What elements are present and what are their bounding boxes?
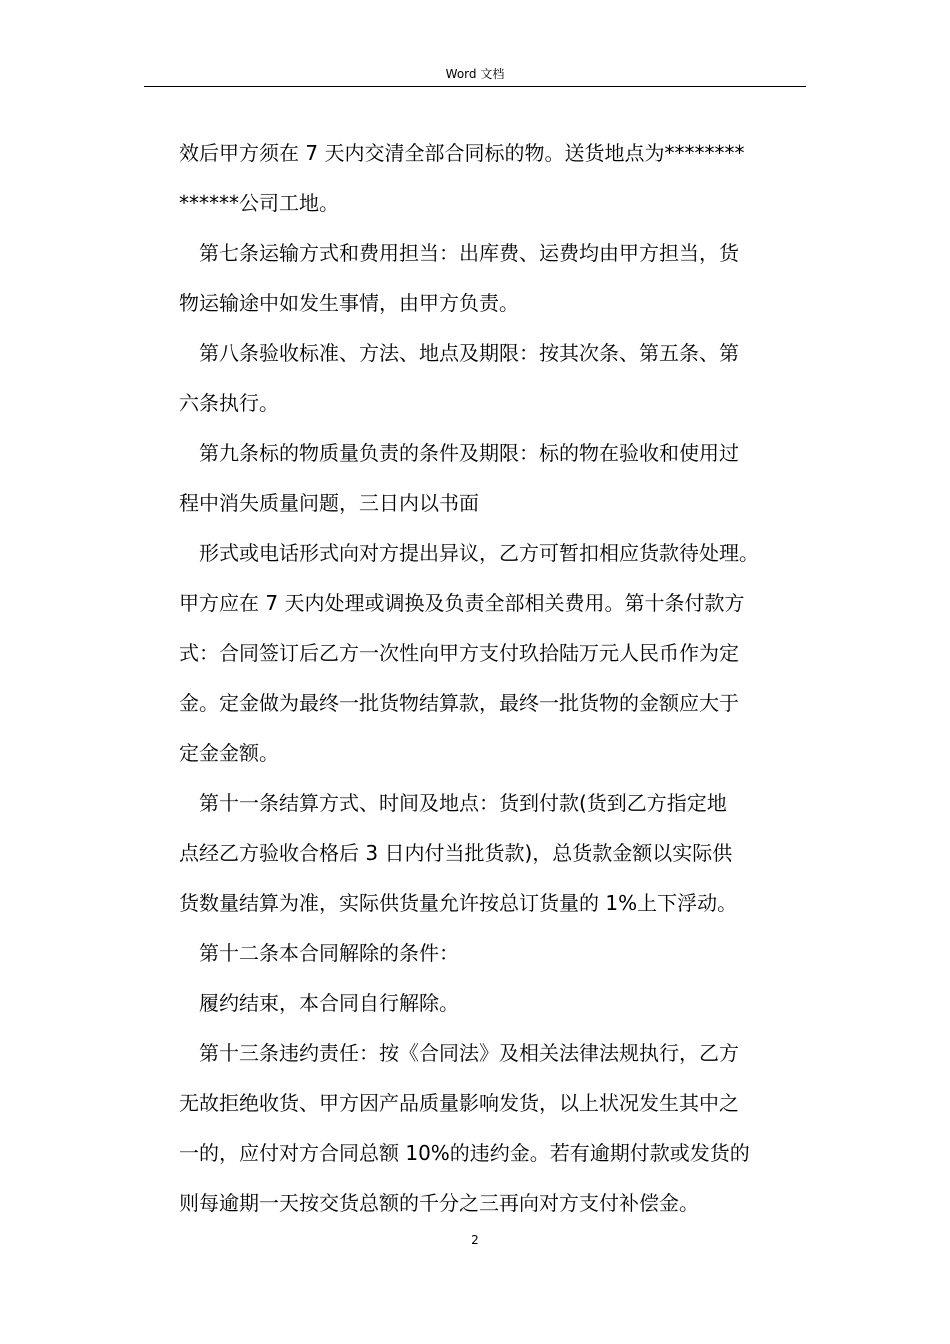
paragraph-line: 第十一条结算方式、时间及地点：货到付款(货到乙方指定地 [199, 791, 727, 815]
header-divider [144, 86, 806, 87]
paragraph-line: 式：合同签订后乙方一次性向甲方支付玖拾陆万元人民币作为定 [179, 641, 739, 665]
paragraph-line: 点经乙方验收合格后 3 日内付当批货款)，总货款金额以实际供 [179, 841, 733, 865]
paragraph-line: 第八条验收标准、方法、地点及期限：按其次条、第五条、第 [199, 341, 739, 365]
paragraph-line: 货数量结算为准，实际供货量允许按总订货量的 1%上下浮动。 [179, 891, 738, 915]
paragraph-line: 甲方应在 7 天内处理或调换及负责全部相关费用。第十条付款方 [179, 591, 745, 615]
paragraph-line: 程中消失质量问题，三日内以书面 [179, 491, 479, 515]
paragraph-line: 第九条标的物质量负责的条件及期限：标的物在验收和使用过 [199, 441, 739, 465]
paragraph-line: 定金金额。 [179, 741, 279, 765]
page-number: 2 [471, 1233, 479, 1247]
paragraph-line: 则每逾期一天按交货总额的千分之三再向对方支付补偿金。 [179, 1191, 699, 1215]
paragraph-line: 一的，应付对方合同总额 10%的违约金。若有逾期付款或发货的 [179, 1141, 750, 1165]
paragraph-line: 效后甲方须在 7 天内交清全部合同标的物。送货地点为******** [179, 141, 745, 165]
page-header: Word 文档 [445, 67, 505, 81]
paragraph-line: 形式或电话形式向对方提出异议，乙方可暂扣相应货款待处理。 [199, 541, 759, 565]
paragraph-line: 第七条运输方式和费用担当：出库费、运费均由甲方担当，货 [199, 241, 739, 265]
paragraph-line: 履约结束，本合同自行解除。 [199, 991, 459, 1015]
paragraph-line: 第十二条本合同解除的条件： [199, 941, 459, 965]
paragraph-line: 六条执行。 [179, 391, 279, 415]
document-body [179, 128, 809, 1228]
paragraph-line: ******公司工地。 [179, 191, 339, 215]
paragraph-line: 无故拒绝收货、甲方因产品质量影响发货，以上状况发生其中之 [179, 1091, 739, 1115]
paragraph-line: 金。定金做为最终一批货物结算款，最终一批货物的金额应大于 [179, 691, 739, 715]
paragraph-line: 第十三条违约责任：按《合同法》及相关法律法规执行，乙方 [199, 1041, 739, 1065]
paragraph-line: 物运输途中如发生事情，由甲方负责。 [179, 291, 519, 315]
